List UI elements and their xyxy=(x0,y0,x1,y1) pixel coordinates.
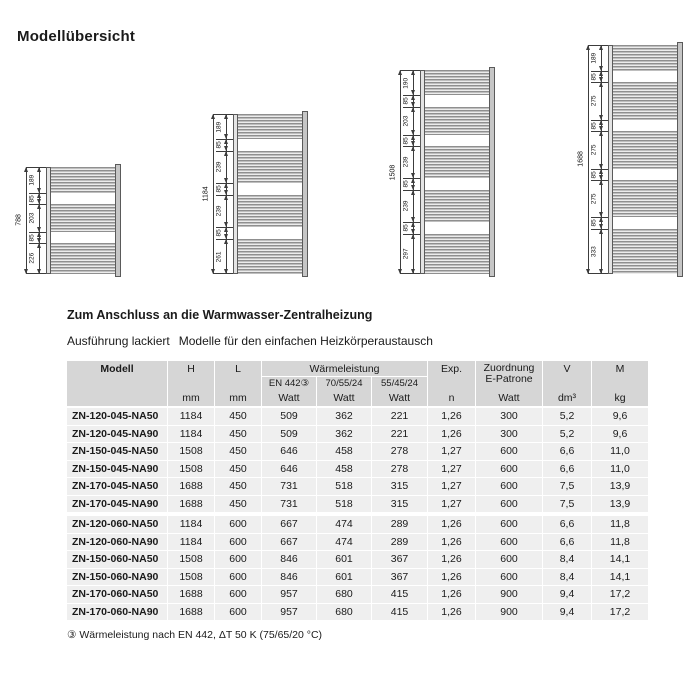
value-cell: 600 xyxy=(476,534,542,551)
value-cell: 300 xyxy=(476,426,542,443)
value-cell: 17,2 xyxy=(592,604,648,621)
value-cell: 1,27 xyxy=(428,461,475,478)
value-cell: 1184 xyxy=(168,426,214,443)
value-cell: 9,6 xyxy=(592,426,648,443)
header-cell-zuordnung xyxy=(476,361,542,406)
tube-group xyxy=(51,167,115,193)
value-cell: 518 xyxy=(317,496,371,513)
tube-group xyxy=(425,146,489,178)
segment-dimension-label: 226 xyxy=(28,253,36,265)
value-cell: 1184 xyxy=(168,534,214,551)
value-cell: 646 xyxy=(262,461,316,478)
finish-note: Ausführung lackiert xyxy=(67,334,170,348)
value-cell: 600 xyxy=(215,516,261,533)
table-header xyxy=(67,361,649,406)
tube-group xyxy=(425,234,489,274)
tube-group xyxy=(425,107,489,135)
radiator-diagram xyxy=(389,70,498,274)
segment-dimension-label: 203 xyxy=(402,115,410,127)
value-cell: 300 xyxy=(476,408,542,425)
segment-dimension-line xyxy=(601,229,602,274)
value-cell: 450 xyxy=(215,426,261,443)
header-label: Zuordnung E-Patrone xyxy=(483,362,535,385)
value-cell: 957 xyxy=(262,604,316,621)
model-cell: ZN-170-045-NA50 xyxy=(67,478,167,495)
value-cell: 600 xyxy=(476,496,542,513)
tube-group xyxy=(51,204,115,232)
value-cell: 450 xyxy=(215,408,261,425)
tube-group xyxy=(613,131,677,168)
header-cell-v xyxy=(543,361,591,406)
radiator-diagram xyxy=(202,114,311,274)
model-cell: ZN-120-045-NA50 xyxy=(67,408,167,425)
segment-dimension-label: 85 xyxy=(590,219,598,227)
segment-dimension-label: 239 xyxy=(402,200,410,212)
model-cell: ZN-170-045-NA90 xyxy=(67,496,167,513)
segment-dimension-label: 85 xyxy=(590,121,598,130)
segment-dimension-label: 85 xyxy=(215,141,223,149)
value-cell: 1184 xyxy=(168,408,214,425)
value-cell: 6,6 xyxy=(543,516,591,533)
value-cell: 1,27 xyxy=(428,478,475,495)
segment-dimension-label: 189 xyxy=(215,120,223,132)
value-cell: 221 xyxy=(372,426,427,443)
header-group-waermeleistung xyxy=(262,361,427,406)
segment-dimension-label: 203 xyxy=(28,212,36,224)
value-cell: 1,26 xyxy=(428,426,475,443)
tube-group xyxy=(613,82,677,119)
value-cell: 1,26 xyxy=(428,586,475,603)
total-height-label: 1184 xyxy=(202,186,210,202)
header-cell-h xyxy=(168,361,214,406)
segment-dimension-label: 85 xyxy=(402,224,410,232)
model-cell: ZN-170-060-NA50 xyxy=(67,586,167,603)
value-cell: 221 xyxy=(372,408,427,425)
value-cell: 289 xyxy=(372,516,427,533)
value-cell: 667 xyxy=(262,516,316,533)
value-cell: 7,5 xyxy=(543,478,591,495)
value-cell: 900 xyxy=(476,586,542,603)
spec-table xyxy=(67,361,649,620)
tube-group xyxy=(238,151,302,183)
header-cell-l xyxy=(215,361,261,406)
value-cell: 731 xyxy=(262,496,316,513)
value-cell: 9,4 xyxy=(543,586,591,603)
value-cell: 509 xyxy=(262,408,316,425)
header-label: H xyxy=(187,363,195,375)
value-cell: 1,26 xyxy=(428,534,475,551)
table-row-group xyxy=(67,516,649,620)
total-height-label: 1688 xyxy=(577,151,585,168)
total-height-label: 788 xyxy=(15,214,23,227)
model-cell: ZN-150-045-NA50 xyxy=(67,443,167,460)
header-unit: mm xyxy=(182,392,200,404)
header-label: EN 442③ xyxy=(268,378,310,389)
header-label: M xyxy=(615,363,625,375)
model-note: Modelle für den einfachen Heizkörperaustausch xyxy=(178,334,433,348)
value-cell: 5,2 xyxy=(543,408,591,425)
value-cell: 1184 xyxy=(168,516,214,533)
value-cell: 458 xyxy=(317,443,371,460)
value-cell: 846 xyxy=(262,569,316,586)
radiator-right-rail xyxy=(489,67,495,277)
value-cell: 600 xyxy=(476,443,542,460)
value-cell: 362 xyxy=(317,408,371,425)
value-cell: 315 xyxy=(372,496,427,513)
value-cell: 1,26 xyxy=(428,569,475,586)
value-cell: 600 xyxy=(215,569,261,586)
header-cell-554524 xyxy=(372,377,427,406)
radiator-left-rail xyxy=(233,114,238,274)
segment-dimension-label: 85 xyxy=(215,229,223,237)
value-cell: 1508 xyxy=(168,569,214,586)
value-cell: 1508 xyxy=(168,461,214,478)
value-cell: 11,8 xyxy=(592,534,648,551)
value-cell: 367 xyxy=(372,551,427,568)
value-cell: 1,26 xyxy=(428,551,475,568)
value-cell: 1508 xyxy=(168,551,214,568)
radiator-left-rail xyxy=(608,45,613,274)
segment-dimension-label: 190 xyxy=(402,77,410,88)
value-cell: 278 xyxy=(372,443,427,460)
value-cell: 6,6 xyxy=(543,461,591,478)
value-cell: 14,1 xyxy=(592,551,648,568)
tube-group xyxy=(238,114,302,140)
model-cell: ZN-120-060-NA50 xyxy=(67,516,167,533)
segment-dimension-label: 239 xyxy=(215,161,223,173)
header-cell-m xyxy=(592,361,648,406)
value-cell: 458 xyxy=(317,461,371,478)
header-cell-705524 xyxy=(317,377,371,406)
value-cell: 1688 xyxy=(168,604,214,621)
segment-dimension-label: 275 xyxy=(590,95,598,107)
value-cell: 450 xyxy=(215,478,261,495)
header-cell-exp xyxy=(428,361,475,406)
value-cell: 5,2 xyxy=(543,426,591,443)
header-unit: dm³ xyxy=(557,392,577,404)
segment-dimension-label: 333 xyxy=(590,245,598,257)
value-cell: 600 xyxy=(476,569,542,586)
header-label: 55/45/24 xyxy=(381,378,418,389)
value-cell: 278 xyxy=(372,461,427,478)
model-overview-diagrams xyxy=(0,0,700,292)
segment-dimension-label: 85 xyxy=(28,194,36,203)
header-label: Modell xyxy=(100,363,134,375)
value-cell: 731 xyxy=(262,478,316,495)
segment-dimension-label: 85 xyxy=(590,73,598,81)
header-label: Exp. xyxy=(440,363,462,375)
model-cell: ZN-120-060-NA90 xyxy=(67,534,167,551)
model-cell: ZN-150-060-NA50 xyxy=(67,551,167,568)
header-unit: kg xyxy=(614,392,626,404)
value-cell: 6,6 xyxy=(543,534,591,551)
header-label: 70/55/24 xyxy=(325,378,363,389)
segment-dimension-label: 189 xyxy=(28,174,36,186)
header-label: V xyxy=(563,363,571,375)
segment-dimension-label: 85 xyxy=(28,233,36,242)
value-cell: 415 xyxy=(372,586,427,603)
value-cell: 600 xyxy=(215,534,261,551)
value-cell: 957 xyxy=(262,586,316,603)
radiator-right-rail xyxy=(302,111,308,277)
value-cell: 600 xyxy=(215,551,261,568)
value-cell: 362 xyxy=(317,426,371,443)
content-area xyxy=(67,308,649,641)
header-unit: n xyxy=(448,392,455,404)
page-title: Modellübersicht xyxy=(17,28,136,45)
value-cell: 600 xyxy=(476,551,542,568)
segment-dimension-label: 85 xyxy=(402,180,410,188)
segment-dimension-label: 297 xyxy=(402,248,410,260)
value-cell: 600 xyxy=(215,586,261,603)
value-cell: 9,6 xyxy=(592,408,648,425)
value-cell: 600 xyxy=(476,461,542,478)
segment-dimension-line xyxy=(413,234,414,274)
value-cell: 1688 xyxy=(168,478,214,495)
value-cell: 450 xyxy=(215,461,261,478)
value-cell: 11,8 xyxy=(592,516,648,533)
segment-dimension-label: 239 xyxy=(215,205,223,217)
value-cell: 680 xyxy=(317,604,371,621)
value-cell: 1508 xyxy=(168,443,214,460)
model-cell: ZN-150-045-NA90 xyxy=(67,461,167,478)
radiator-left-rail xyxy=(46,167,51,274)
tube-group xyxy=(613,229,677,274)
header-unit: mm xyxy=(229,392,247,404)
value-cell: 415 xyxy=(372,604,427,621)
value-cell: 600 xyxy=(215,604,261,621)
value-cell: 667 xyxy=(262,534,316,551)
tube-group xyxy=(238,239,302,274)
value-cell: 900 xyxy=(476,604,542,621)
value-cell: 9,4 xyxy=(543,604,591,621)
header-label-waermeleistung: Wärmeleistung xyxy=(262,361,427,376)
tube-group xyxy=(613,45,677,71)
value-cell: 11,0 xyxy=(592,443,648,460)
header-unit: Watt xyxy=(388,392,411,404)
tube-group xyxy=(238,195,302,227)
value-cell: 367 xyxy=(372,569,427,586)
header-unit: Watt xyxy=(278,392,300,404)
value-cell: 450 xyxy=(215,496,261,513)
segment-dimension-label: 85 xyxy=(402,97,410,105)
header-unit: Watt xyxy=(333,392,355,404)
finish-and-model-note xyxy=(67,334,649,348)
segment-dimension-label: 275 xyxy=(590,193,598,205)
value-cell: 474 xyxy=(317,534,371,551)
model-cell: ZN-120-045-NA90 xyxy=(67,426,167,443)
value-cell: 1688 xyxy=(168,586,214,603)
value-cell: 1,26 xyxy=(428,516,475,533)
value-cell: 7,5 xyxy=(543,496,591,513)
value-cell: 11,0 xyxy=(592,461,648,478)
value-cell: 289 xyxy=(372,534,427,551)
value-cell: 8,4 xyxy=(543,569,591,586)
value-cell: 1,26 xyxy=(428,604,475,621)
value-cell: 601 xyxy=(317,551,371,568)
model-cell: ZN-150-060-NA90 xyxy=(67,569,167,586)
value-cell: 8,4 xyxy=(543,551,591,568)
tube-group xyxy=(425,190,489,222)
radiator-right-rail xyxy=(115,164,121,277)
value-cell: 13,9 xyxy=(592,496,648,513)
segment-dimension-label: 189 xyxy=(590,52,598,64)
value-cell: 1688 xyxy=(168,496,214,513)
value-cell: 474 xyxy=(317,516,371,533)
radiator-diagram xyxy=(577,45,686,274)
value-cell: 846 xyxy=(262,551,316,568)
segment-dimension-label: 239 xyxy=(402,156,410,168)
segment-dimension-label: 85 xyxy=(402,136,410,144)
segment-dimension-label: 85 xyxy=(590,170,598,178)
value-cell: 450 xyxy=(215,443,261,460)
value-cell: 601 xyxy=(317,569,371,586)
value-cell: 1,26 xyxy=(428,408,475,425)
value-cell: 518 xyxy=(317,478,371,495)
header-unit: Watt xyxy=(498,392,520,404)
value-cell: 315 xyxy=(372,478,427,495)
table-row-group xyxy=(67,408,649,512)
section-heading: Zum Anschluss an die Warmwasser-Zentralheizung xyxy=(67,308,373,322)
radiator-diagram xyxy=(15,167,124,274)
segment-dimension-label: 261 xyxy=(215,250,223,262)
value-cell: 17,2 xyxy=(592,586,648,603)
value-cell: 680 xyxy=(317,586,371,603)
tube-group xyxy=(425,70,489,96)
total-height-label: 1508 xyxy=(389,164,397,180)
header-label: L xyxy=(235,363,241,375)
value-cell: 600 xyxy=(476,478,542,495)
radiator-right-rail xyxy=(677,42,683,277)
segment-dimension-label: 275 xyxy=(590,144,598,156)
radiator-left-rail xyxy=(420,70,425,274)
value-cell: 1,27 xyxy=(428,443,475,460)
header-cell-modell xyxy=(67,361,167,406)
model-cell: ZN-170-060-NA90 xyxy=(67,604,167,621)
tube-group xyxy=(51,243,115,274)
value-cell: 13,9 xyxy=(592,478,648,495)
value-cell: 14,1 xyxy=(592,569,648,586)
header-cell-en442 xyxy=(262,377,316,406)
value-cell: 6,6 xyxy=(543,443,591,460)
value-cell: 646 xyxy=(262,443,316,460)
table-body xyxy=(67,408,649,620)
tube-group xyxy=(613,180,677,217)
value-cell: 509 xyxy=(262,426,316,443)
value-cell: 600 xyxy=(476,516,542,533)
footnote: ③ Wärmeleistung nach EN 442, ΔT 50 K (75/65/20 °C) xyxy=(67,629,323,641)
value-cell: 1,27 xyxy=(428,496,475,513)
segment-dimension-label: 85 xyxy=(215,185,223,193)
